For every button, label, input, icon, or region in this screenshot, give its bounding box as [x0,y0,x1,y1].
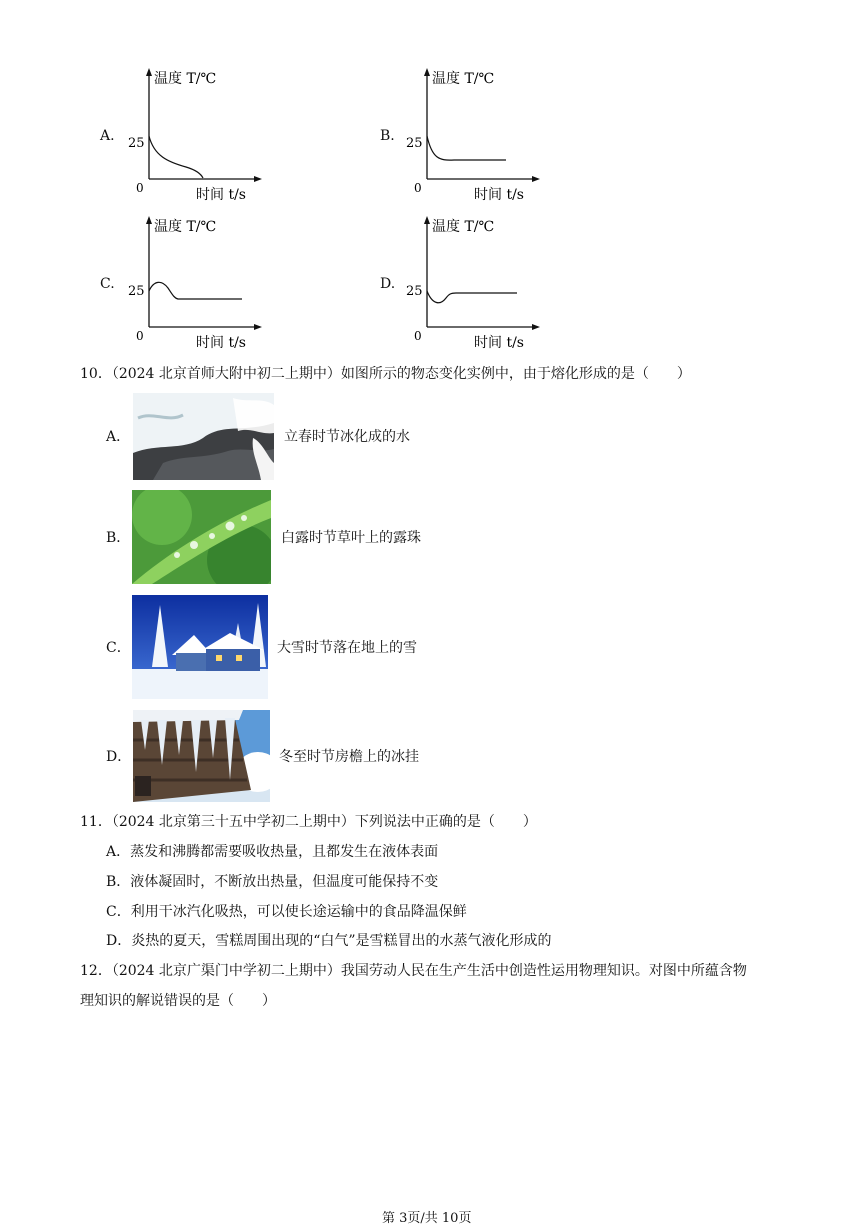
y-tick-25: 25 [128,136,145,151]
y-axis-label: 温度 T/℃ [154,71,217,87]
question-10-stem: 10．（2024 北京首师大附中初二上期中）如图所示的物态变化实例中，由于熔化形成的是（ ） [80,366,691,382]
option-letter: A. [100,128,115,144]
y-tick-25: 25 [406,136,423,151]
q9-graph-c [96,214,286,354]
y-axis-label: 温度 T/℃ [154,219,217,235]
option-letter: B. [380,128,395,144]
option-letter: A． [106,429,131,445]
y-tick-25: 25 [128,284,145,299]
option-a-caption: 立春时节冰化成的水 [284,429,410,445]
temperature-time-graph [96,214,286,354]
question-11-option-a: A．蒸发和沸腾都需要吸收热量，且都发生在液体表面 [106,844,439,860]
icicles-eaves-photo [133,710,270,802]
option-letter: B． [106,530,131,546]
dew-on-grass-photo [132,490,271,584]
question-11-option-b: B．液体凝固时，不断放出热量，但温度可能保持不变 [106,874,439,890]
q9-graph-d [374,214,564,354]
y-axis-label: 温度 T/℃ [432,71,495,87]
q9-graph-b [374,66,564,206]
option-d-caption: 冬至时节房檐上的冰挂 [279,749,419,765]
temperature-time-graph [374,66,564,206]
x-axis-label: 时间 t/s [196,187,246,203]
q9-graph-a [96,66,286,206]
temperature-time-graph [374,214,564,354]
snowy-house-photo [132,595,268,699]
origin-label: 0 [136,181,144,195]
question-12-stem-line2: 理知识的解说错误的是（ ） [80,993,276,1009]
option-letter: D. [380,276,396,292]
option-letter: D． [106,749,132,765]
x-axis-label: 时间 t/s [474,187,524,203]
x-axis-label: 时间 t/s [196,335,246,351]
question-11-option-c: C．利用干冰汽化吸热，可以使长途运输中的食品降温保鲜 [106,904,467,920]
origin-label: 0 [136,329,144,343]
y-axis-label: 温度 T/℃ [432,219,495,235]
question-12-stem-line1: 12．（2024 北京广渠门中学初二上期中）我国劳动人民在生产生活中创造性运用物理知识。对图中所蕴含物 [80,963,747,979]
option-c-caption: 大雪时节落在地上的雪 [277,640,417,656]
option-letter: C． [106,640,131,656]
page-number: 第 3页/共 10页 [382,1211,472,1226]
question-11-stem: 11．（2024 北京第三十五中学初二上期中）下列说法中正确的是（ ） [80,814,537,830]
origin-label: 0 [414,181,422,195]
y-tick-25: 25 [406,284,423,299]
x-axis-label: 时间 t/s [474,335,524,351]
temperature-time-graph [96,66,286,206]
melting-ice-photo [133,393,274,480]
option-letter: C. [100,276,115,292]
origin-label: 0 [414,329,422,343]
option-b-caption: 白露时节草叶上的露珠 [281,530,421,546]
question-11-option-d: D．炎热的夏天，雪糕周围出现的“白气”是雪糕冒出的水蒸气液化形成的 [106,933,552,949]
